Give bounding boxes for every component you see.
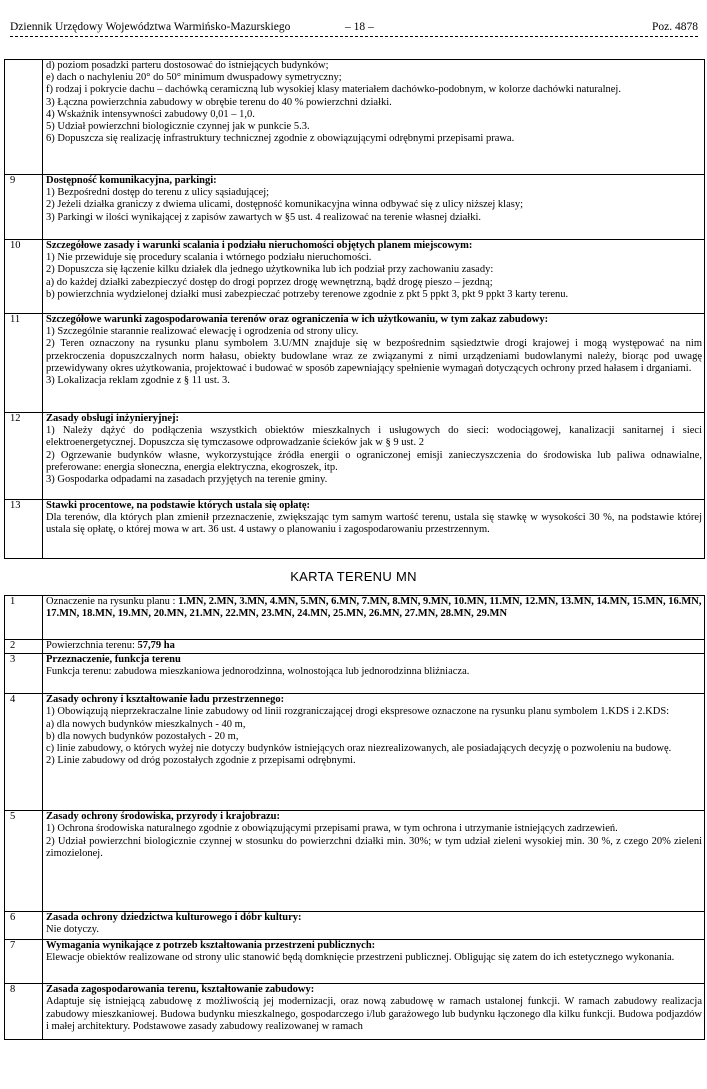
row-content (43, 640, 705, 654)
text-line: b) dla nowych budynków pozostałych - 20 m, (46, 730, 239, 742)
table-row-1 (5, 596, 705, 640)
table-row-12 (5, 413, 705, 500)
row-number: 5 (5, 811, 43, 912)
row-title: Wymagania wynikające z potrzeb kształtowania przestrzeni publicznych: (46, 940, 376, 952)
text-line: b) powierzchnia wydzielonej działki musi zabezpieczać potrzeby terenowe zgodnie z pkt 5 ppkt 3, pkt 9 ppkt 3 karty terenu. (46, 288, 569, 300)
text-line: 3) Łączna powierzchnia zabudowy w obrębie terenu do 40 % powierzchni działki. (46, 96, 392, 108)
text-line: 1) Ochrona środowiska naturalnego zgodnie z obowiązującymi przepisami prawa, w tym ochrona i utrzymanie istniejących zadrzewień. (46, 823, 618, 835)
text-line: 1) Szczególnie starannie realizować elewację i ogrodzenia od strony ulicy. (46, 326, 359, 338)
row-label: Oznaczenie na rysunku planu : (46, 596, 179, 607)
table-row-11 (5, 314, 705, 413)
text-line: Funkcja terenu: zabudowa mieszkaniowa jednorodzinna, wolnostojąca lub jednorodzinna bliźniacza. (46, 666, 470, 678)
text-line: 2) Teren oznaczony na rysunku planu symbolem 3.U/MN znajduje się w bezpośrednim sąsiedztwie drogi krajowej i mogą występować na nim przekroczenia dopuszczalnych norm hałasu, obiekty budowlane wraz ze związanymi z nimi urządzeniami budowlanymi należy, biorąc pod uwagę przewidywany okres użytkowania, projektować i budować w sposób zapewniający spełnienie wymagań dotyczących ochrony przed hałasem i drganiami. (46, 338, 702, 374)
row-title: Szczegółowe zasady i warunki scalania i podziału nieruchomości objętych planem miejscowym: (46, 240, 473, 251)
row-content (43, 984, 705, 1040)
text-line: 2) Dopuszcza się łączenie kilku działek dla jednego użytkownika lub ich podział przy zachowaniu zasady: (46, 264, 494, 276)
row-content (43, 940, 705, 984)
row-number: 7 (5, 940, 43, 984)
table-continuation (4, 59, 705, 559)
row-title: Przeznaczenie, funkcja terenu (46, 654, 181, 666)
table-row-10 (5, 240, 705, 314)
text-line: e) dach o nachyleniu 20° do 50° minimum dwuspadowy symetryczny; (46, 72, 342, 84)
text-line: 5) Udział powierzchni biologicznie czynnej jak w punkcie 5.3. (46, 121, 310, 133)
row-content (43, 314, 705, 413)
row-title: Dostępność komunikacyjna, parkingi: (46, 175, 217, 186)
row-label: Powierzchnia terenu: (46, 640, 138, 651)
row-number: 4 (5, 694, 43, 811)
row-number: 12 (5, 413, 43, 500)
text-line: 1) Należy dążyć do podłączenia wszystkich obiektów mieszkalnych i usługowych do sieci: wodociągowej, kanalizacji sanitarnej i sieci elektroenergetycznej. Dopuszcza się tymczasowe odprowadzanie ścieków jak w § 9 ust. 2 (46, 425, 702, 449)
row-number: 8 (5, 984, 43, 1040)
row-content (43, 811, 705, 912)
text-line: 2) Ogrzewanie budynków własne, wykorzystujące źródła energii o ograniczonej emisji zanieczyszczenia do środowiska lub paliwa odnawialne, preferowane: energia słoneczna, energia elektryczna, ekogroszek, itp. (46, 449, 702, 473)
row-number: 11 (5, 314, 43, 413)
row-number: 6 (5, 912, 43, 940)
row-number: 9 (5, 175, 43, 240)
row-content (43, 413, 705, 500)
text-line: 3) Gospodarka odpadami na zasadach przyjętych na terenie gminy. (46, 474, 328, 486)
text-line: d) poziom posadzki parteru dostosować do istniejących budynków; (46, 60, 329, 71)
text-line: c) linie zabudowy, o których wyżej nie dotyczy budynków istniejących oraz niezrealizowanych, ale posiadających decyzję o pozwoleniu na budowę. (46, 743, 672, 755)
row-title: Zasady ochrony i kształtowanie ładu przestrzennego: (46, 694, 285, 706)
row-title: Szczegółowe warunki zagospodarowania terenów oraz ograniczenia w ich użytkowaniu, w tym zakaz zabudowy: (46, 314, 549, 325)
row-title: Zasady ochrony środowiska, przyrody i krajobrazu: (46, 811, 280, 823)
header-divider (10, 36, 698, 37)
table-row-13 (5, 500, 705, 559)
row-content (43, 694, 705, 811)
row-number: 10 (5, 240, 43, 314)
area-value: 57,79 ha (137, 640, 175, 651)
designation-list: 1.MN, 2.MN, 3.MN, 4.MN, 5.MN, 6.MN, 7.MN, 8.MN, 9.MN, 10.MN, 11.MN, 12.MN, 13.MN, 14.MN, 15.MN, 16.MN, 17.MN, 18.MN, 19.MN, 20.MN, 21.MN, 22.MN, 23.MN, 24.MN, 25.MN, 26.MN, 27.MN, 28.MN, 29.MN (46, 596, 702, 620)
page-header (10, 20, 698, 34)
text-line: Elewacje obiektów realizowane od strony ulic stanowić będą domknięcie przestrzeni publicznej. Obligując się zatem do ich estetycznego wykonania. (46, 952, 675, 964)
table-row-3 (5, 654, 705, 694)
text-line: Adaptuje się istniejącą zabudowę z możliwością jej modernizacji, oraz nową zabudowę w ramach ustalonej funkcji. W ramach zabudowy realizacja zabudowy mieszkaniowej. Budowa budynku mieszkalnego, gospodarczego i/lub garażowego lub budynku łączonego dla kilku funkcji. Budowa podjazdów i małej architektury. Podstawowe zasady zabudowy realizowanej w ramach (46, 996, 702, 1032)
text-line: 1) Nie przewiduje się procedury scalania i wtórnego podziału nieruchomości. (46, 252, 372, 264)
table-row-9 (5, 175, 705, 240)
row-number: 3 (5, 654, 43, 694)
row-content (43, 500, 705, 559)
text-line: 3) Lokalizacja reklam zgodnie z § 11 ust. 3. (46, 375, 230, 387)
row-content (43, 654, 705, 694)
row-title: Zasada zagospodarowania terenu, kształtowanie zabudowy: (46, 984, 315, 996)
table-row-7 (5, 940, 705, 984)
text-line: a) dla nowych budynków mieszkalnych - 40 m, (46, 718, 246, 730)
table-row-4 (5, 694, 705, 811)
row-content (43, 912, 705, 940)
row-number: 13 (5, 500, 43, 559)
row-number (5, 60, 43, 175)
section-title: KARTA TERENU MN (290, 569, 417, 584)
row-content (43, 60, 705, 175)
text-line: 4) Wskaźnik intensywności zabudowy 0,01 – 1,0. (46, 108, 255, 120)
table-karta-terenu (4, 595, 705, 1040)
text-line: Dla terenów, dla których plan zmienił przeznaczenie, zwiększając tym samym wartość terenu, ustala się stawkę w wysokości 30 %, na podstawie której ustala się opłatę, o której mowa w art. 36 ust. 4 ustawy o planowaniu i zagospodarowaniu przestrzennym. (46, 512, 702, 536)
page-number: – 18 – (345, 21, 374, 33)
table-row-2 (5, 640, 705, 654)
table-row-6 (5, 912, 705, 940)
text-line: 2) Linie zabudowy od dróg pozostałych zgodnie z przepisami odrębnymi. (46, 755, 356, 767)
text-line: 2) Jeżeli działka graniczy z dwiema ulicami, dostępność komunikacyjna winna odbywać się z ulicy niższej klasy; (46, 199, 524, 211)
row-content (43, 596, 705, 640)
text-line: 1) Obowiązują nieprzekraczalne linie zabudowy od linii rozgraniczającej drogi ekspresowe oznaczone na rysunku planu symbolem 1.KDS i 2.KDS: (46, 706, 670, 718)
text-line: 2) Udział powierzchni biologicznie czynnej w stosunku do powierzchni działki min. 30%; w tym udział zieleni wysokiej min. 30 %, z czego 20% zieleni zimozielonej. (46, 835, 702, 859)
text-line: a) do każdej działki zabezpieczyć dostęp do drogi poprzez drogę wewnętrzną, bądź drogę pieszo – jezdną; (46, 276, 493, 288)
row-number: 2 (5, 640, 43, 654)
position-number: Poz. 4878 (652, 21, 698, 33)
row-number: 1 (5, 596, 43, 640)
table-row-5 (5, 811, 705, 912)
text-line: 3) Parkingi w ilości wynikającej z zapisów zawartych w §5 ust. 4 realizować na terenie własnej działki. (46, 211, 482, 223)
row-content (43, 240, 705, 314)
text-line: f) rodzaj i pokrycie dachu – dachówką ceramiczną lub wysokiej klasy materiałem dachówko-podobnym, w kolorze dachówki naturalnej. (46, 84, 621, 96)
journal-title: Dziennik Urzędowy Województwa Warmińsko-Mazurskiego (10, 21, 291, 33)
row-content (43, 175, 705, 240)
text-line: 1) Bezpośredni dostęp do terenu z ulicy sąsiadującej; (46, 187, 270, 199)
text-line: Nie dotyczy. (46, 924, 99, 936)
table-row-continued (5, 60, 705, 175)
row-title: Stawki procentowe, na podstawie których ustala się opłatę: (46, 500, 311, 511)
row-title: Zasady obsługi inżynieryjnej: (46, 413, 180, 424)
text-line: 6) Dopuszcza się realizację infrastruktury technicznej zgodnie z obowiązującymi odrębnymi przepisami prawa. (46, 133, 515, 145)
row-title: Zasada ochrony dziedzictwa kulturowego i dóbr kultury: (46, 912, 302, 924)
table-row-8 (5, 984, 705, 1040)
